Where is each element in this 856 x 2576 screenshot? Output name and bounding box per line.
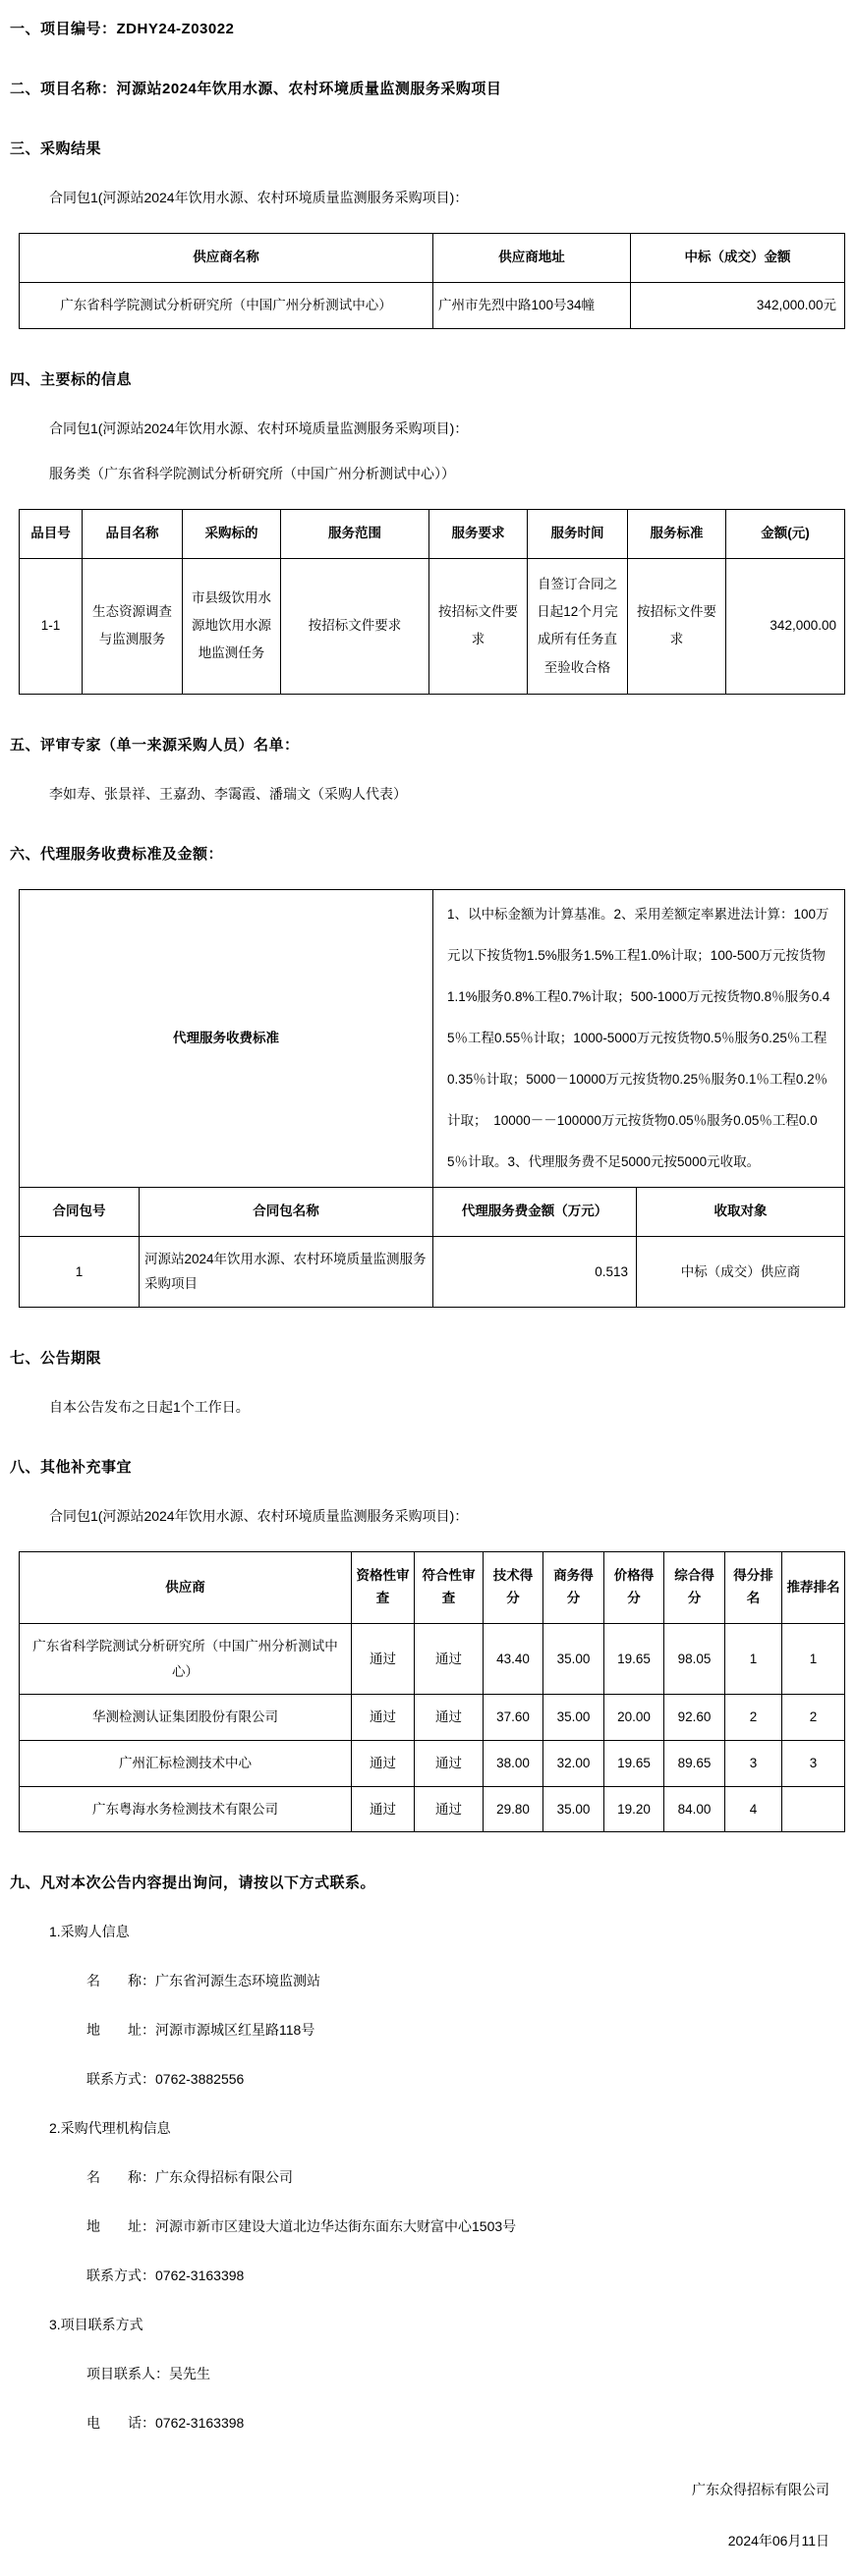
cell-score-rank: 1 bbox=[725, 1623, 782, 1694]
col-amount: 金额(元) bbox=[726, 509, 845, 558]
cell-qualification-review: 通过 bbox=[352, 1695, 415, 1741]
col-package-name: 合同包名称 bbox=[140, 1187, 433, 1236]
cell-qualification-review: 通过 bbox=[352, 1740, 415, 1786]
cell-supplier-name: 广东省科学院测试分析研究所（中国广州分析测试中心） bbox=[20, 282, 433, 328]
cell-supplier: 广东粤海水务检测技术有限公司 bbox=[20, 1786, 352, 1832]
section-9-heading: 九、凡对本次公告内容提出询问，请按以下方式联系。 bbox=[10, 1875, 376, 1892]
table-row bbox=[20, 558, 845, 694]
cell-service-scope: 按招标文件要求 bbox=[281, 558, 429, 694]
cell-total-score: 89.65 bbox=[664, 1740, 725, 1786]
cell-business-score: 32.00 bbox=[543, 1740, 604, 1786]
subject-table bbox=[19, 509, 845, 695]
cell-service-time: 自签订合同之日起12个月完成所有任务直至验收合格 bbox=[528, 558, 628, 694]
score-table-header-row bbox=[20, 1552, 845, 1624]
cell-qualification-review: 通过 bbox=[352, 1786, 415, 1832]
col-supplier-name: 供应商名称 bbox=[20, 234, 433, 283]
cell-total-score: 98.05 bbox=[664, 1623, 725, 1694]
project-contact-person-line: 项目联系人：吴先生 bbox=[86, 2366, 210, 2382]
project-number-value: ZDHY24-Z03022 bbox=[116, 21, 235, 37]
col-service-standard: 服务标准 bbox=[628, 509, 726, 558]
cell-recommend-rank: 2 bbox=[782, 1695, 845, 1741]
table-row bbox=[20, 1740, 845, 1786]
fee-standard-label: 代理服务收费标准 bbox=[20, 889, 433, 1187]
result-table bbox=[19, 233, 845, 329]
cell-service-requirement: 按招标文件要求 bbox=[429, 558, 528, 694]
purchaser-info-heading: 1.采购人信息 bbox=[49, 1924, 130, 1940]
fee-standard-row bbox=[20, 889, 845, 1187]
agency-contact-line: 联系方式：0762-3163398 bbox=[86, 2268, 245, 2284]
cell-procurement-subject: 市县级饮用水源地饮用水源地监测任务 bbox=[183, 558, 281, 694]
col-supplier: 供应商 bbox=[20, 1552, 352, 1624]
cell-total-score: 92.60 bbox=[664, 1695, 725, 1741]
cell-fee-amount: 0.513 bbox=[433, 1236, 637, 1307]
purchaser-contact-line: 联系方式：0762-3882556 bbox=[86, 2071, 245, 2088]
cell-price-score: 19.20 bbox=[604, 1786, 664, 1832]
section-7-heading: 七、公告期限 bbox=[10, 1350, 102, 1368]
col-package-no: 合同包号 bbox=[20, 1187, 140, 1236]
cell-conformity-review: 通过 bbox=[415, 1695, 484, 1741]
cell-price-score: 20.00 bbox=[604, 1695, 664, 1741]
col-price-score: 价格得分 bbox=[604, 1552, 664, 1624]
project-name-value: 河源站2024年饮用水源、农村环境质量监测服务采购项目 bbox=[116, 81, 502, 97]
col-service-time: 服务时间 bbox=[528, 509, 628, 558]
cell-score-rank: 4 bbox=[725, 1786, 782, 1832]
cell-recommend-rank: 1 bbox=[782, 1623, 845, 1694]
cell-conformity-review: 通过 bbox=[415, 1623, 484, 1694]
fee-table-header-row bbox=[20, 1187, 845, 1236]
project-name-label: 二、项目名称： bbox=[10, 81, 117, 97]
cell-total-score: 84.00 bbox=[664, 1786, 725, 1832]
footer-date: 2024年06月11日 bbox=[727, 2533, 829, 2549]
agency-address-line: 地 址：河源市新市区建设大道北边华达街东面东大财富中心1503号 bbox=[86, 2218, 517, 2235]
col-item-name: 品目名称 bbox=[83, 509, 183, 558]
col-item-no: 品目号 bbox=[20, 509, 83, 558]
cell-supplier: 广州汇标检测技术中心 bbox=[20, 1740, 352, 1786]
col-conformity-review: 符合性审查 bbox=[415, 1552, 484, 1624]
service-type-line: 服务类（广东省科学院测试分析研究所（中国广州分析测试中心）） bbox=[49, 465, 455, 481]
cell-qualification-review: 通过 bbox=[352, 1623, 415, 1694]
cell-score-rank: 2 bbox=[725, 1695, 782, 1741]
col-service-scope: 服务范围 bbox=[281, 509, 429, 558]
score-table bbox=[19, 1551, 845, 1832]
col-qualification-review: 资格性审查 bbox=[352, 1552, 415, 1624]
table-row bbox=[20, 1695, 845, 1741]
cell-technical-score: 43.40 bbox=[484, 1623, 543, 1694]
cell-award-amount: 342,000.00元 bbox=[631, 282, 845, 328]
package-line: 合同包1(河源站2024年饮用水源、农村环境质量监测服务采购项目)： bbox=[49, 420, 469, 436]
col-total-score: 综合得分 bbox=[664, 1552, 725, 1624]
cell-price-score: 19.65 bbox=[604, 1740, 664, 1786]
cell-fee-payer: 中标（成交）供应商 bbox=[637, 1236, 845, 1307]
cell-recommend-rank bbox=[782, 1786, 845, 1832]
announcement-period-text: 自本公告发布之日起1个工作日。 bbox=[49, 1399, 250, 1416]
col-score-rank: 得分排名 bbox=[725, 1552, 782, 1624]
cell-conformity-review: 通过 bbox=[415, 1786, 484, 1832]
cell-price-score: 19.65 bbox=[604, 1623, 664, 1694]
cell-package-no: 1 bbox=[20, 1236, 140, 1307]
section-3-heading: 三、采购结果 bbox=[10, 140, 102, 157]
cell-item-name: 生态资源调查与监测服务 bbox=[83, 558, 183, 694]
cell-business-score: 35.00 bbox=[543, 1786, 604, 1832]
section-2-heading bbox=[10, 78, 845, 98]
cell-technical-score: 37.60 bbox=[484, 1695, 543, 1741]
cell-business-score: 35.00 bbox=[543, 1695, 604, 1741]
expert-names: 李如寿、张景祥、王嘉劲、李霭霞、潘瑞文（采购人代表） bbox=[49, 785, 407, 802]
project-contact-heading: 3.项目联系方式 bbox=[49, 2317, 143, 2333]
purchaser-address-line: 地 址：河源市源城区红星路118号 bbox=[86, 2022, 315, 2039]
subject-table-header-row bbox=[20, 509, 845, 558]
col-award-amount: 中标（成交）金额 bbox=[631, 234, 845, 283]
cell-score-rank: 3 bbox=[725, 1740, 782, 1786]
col-service-requirement: 服务要求 bbox=[429, 509, 528, 558]
cell-supplier-address: 广州市先烈中路100号34幢 bbox=[433, 282, 631, 328]
cell-supplier: 华测检测认证集团股份有限公司 bbox=[20, 1695, 352, 1741]
footer-company: 广东众得招标有限公司 bbox=[692, 2482, 829, 2498]
section-1-heading bbox=[10, 18, 845, 38]
project-phone-line: 电 话：0762-3163398 bbox=[86, 2415, 245, 2432]
agency-info-heading: 2.采购代理机构信息 bbox=[49, 2120, 171, 2137]
section-5-heading: 五、评审专家（单一来源采购人员）名单： bbox=[10, 736, 300, 754]
cell-business-score: 35.00 bbox=[543, 1623, 604, 1694]
col-fee-amount: 代理服务费金额（万元） bbox=[433, 1187, 637, 1236]
purchaser-name-line: 名 称：广东省河源生态环境监测站 bbox=[86, 1973, 320, 1989]
cell-item-no: 1-1 bbox=[20, 558, 83, 694]
cell-amount: 342,000.00 bbox=[726, 558, 845, 694]
agency-fee-table bbox=[19, 889, 845, 1308]
col-recommend-rank: 推荐排名 bbox=[782, 1552, 845, 1624]
table-row bbox=[20, 1623, 845, 1694]
cell-recommend-rank: 3 bbox=[782, 1740, 845, 1786]
result-table-header-row bbox=[20, 234, 845, 283]
cell-technical-score: 38.00 bbox=[484, 1740, 543, 1786]
agency-name-line: 名 称：广东众得招标有限公司 bbox=[86, 2169, 293, 2186]
section-4-heading: 四、主要标的信息 bbox=[10, 370, 133, 388]
table-row bbox=[20, 282, 845, 328]
cell-package-name: 河源站2024年饮用水源、农村环境质量监测服务采购项目 bbox=[140, 1236, 433, 1307]
cell-supplier: 广东省科学院测试分析研究所（中国广州分析测试中心） bbox=[20, 1623, 352, 1694]
cell-conformity-review: 通过 bbox=[415, 1740, 484, 1786]
section-6-heading: 六、代理服务收费标准及金额： bbox=[10, 845, 224, 863]
table-row bbox=[20, 1786, 845, 1832]
col-procurement-subject: 采购标的 bbox=[183, 509, 281, 558]
col-technical-score: 技术得分 bbox=[484, 1552, 543, 1624]
cell-service-standard: 按招标文件要求 bbox=[628, 558, 726, 694]
fee-standard-text: 1、以中标金额为计算基准。2、采用差额定率累进法计算：100万元以下按货物1.5%服务1.5%工程1.0%计取；100-500万元按货物1.1%服务0.8%工程0.7%计取；500-1000万元按货物0.8％服务0.45％工程0.55％计取；1000-5000万元按货物0.5％服务0.25％工程0.35％计取；5000－10000万元按货物0.25％服务0.1％工程0.2％计取； 10000－－100000万元按货物0.05％服务0.05％工程0.05％计取。3、代理服务费不足5000元按5000元收取。 bbox=[433, 889, 845, 1187]
section-8-heading: 八、其他补充事宜 bbox=[10, 1459, 133, 1477]
table-row bbox=[20, 1236, 845, 1307]
package-line: 合同包1(河源站2024年饮用水源、农村环境质量监测服务采购项目)： bbox=[49, 1508, 469, 1525]
project-number-label: 一、项目编号： bbox=[10, 21, 117, 37]
cell-technical-score: 29.80 bbox=[484, 1786, 543, 1832]
col-fee-payer: 收取对象 bbox=[637, 1187, 845, 1236]
col-supplier-address: 供应商地址 bbox=[433, 234, 631, 283]
package-line: 合同包1(河源站2024年饮用水源、农村环境质量监测服务采购项目)： bbox=[49, 190, 469, 205]
col-business-score: 商务得分 bbox=[543, 1552, 604, 1624]
